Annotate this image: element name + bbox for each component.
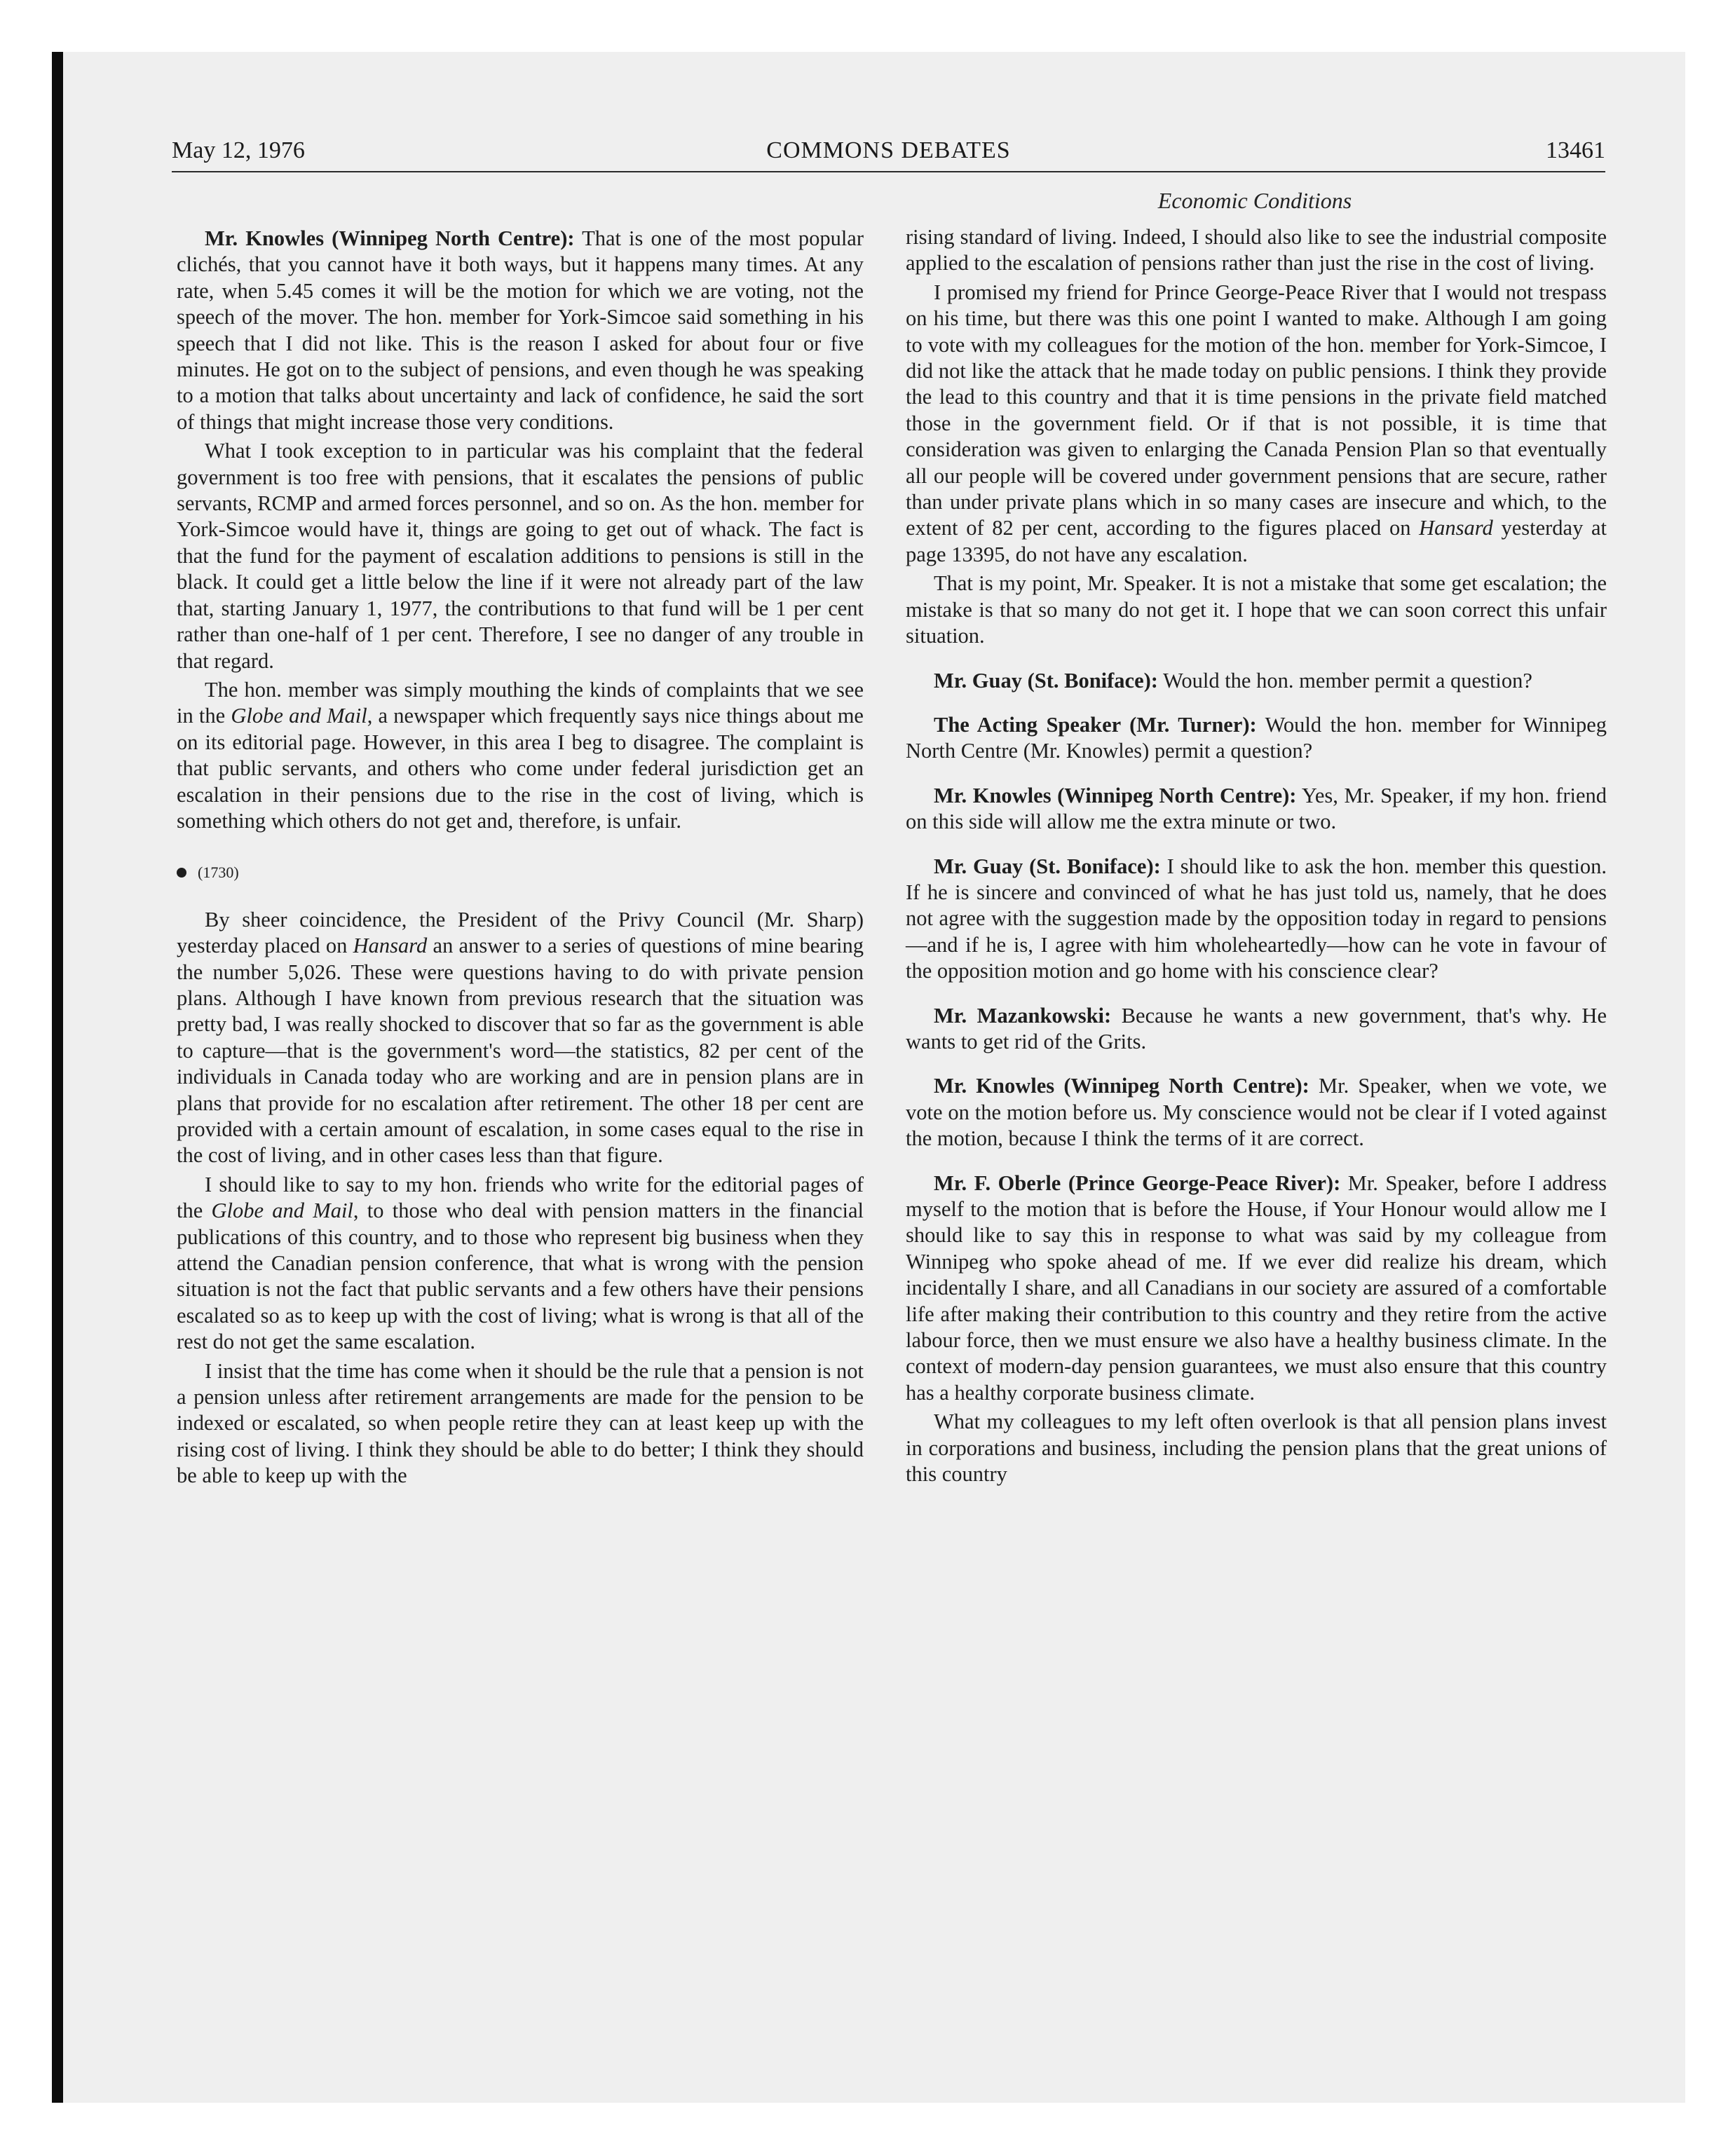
paragraph: What I took exception to in particular was his complaint that the federal government is too free with pensions, that it escalates the pensions of public servants, RCMP and armed forces personnel, and so on. As the hon. member for York-Simcoe would have it, things are going to get out of whack. The fact is that the fund for the payment of escalation additions to pensions is still in the black. It could get a little below the line if it were not already part of the law that, starting January 1, 1977, the contributions to that fund will be 1 per cent rather than one-half of 1 per cent. Therefore, I see no danger of any trouble in that regard. (177, 439, 864, 673)
paragraph (177, 907, 864, 1169)
paragraph: I insist that the time has come when it should be the rule that a pension is not a pension unless after retirement arrangements are made for the pension to be indexed or escalated, so when people retire they can at least keep up with the rising cost of living. I think they should be able to do better; I think they should be able to keep up with the (177, 1358, 864, 1488)
speech-text: Mr. Speaker, when we vote, we vote on the motion before us. My conscience would not be clear if I voted against the motion, because I think the terms of it are correct. (906, 1074, 1607, 1151)
right-column (906, 224, 1607, 1487)
paragraph (177, 1172, 864, 1356)
text-run: By sheer coincidence, the President of the Privy Council (Mr. Sharp) yesterday placed on (177, 907, 864, 958)
time-marker (177, 859, 864, 885)
speaker-name: Mr. F. Oberle (Prince George-Peace River): (934, 1171, 1341, 1195)
subject-heading: Economic Conditions (1157, 188, 1352, 213)
speech-text: Would the hon. member for Winnipeg North Centre (Mr. Knowles) permit a question? (906, 712, 1607, 763)
paragraph (906, 1171, 1607, 1407)
speech-text: Because he wants a new government, that's why. He wants to get rid of the Grits. (906, 1003, 1607, 1053)
text-run: I promised my friend for Prince George-Peace River that I would not trespass on his time, but there was this one point I wanted to make. Although I am going to vote with my colleagues for the motion of the hon. member for York-Simcoe, I did not like the attack that he made today on public pensions. I think they provide the lead to this country and that it is time pensions in the private field matched those in the government field. Or if that is not possible, it is time that consideration was given to enlarging the Canada Pension Plan so that eventually all our people will be covered under government pensions that are secure, rather than under private plans which in so many cases are insecure and which, to the extent of 82 per cent, according to the figures placed on (906, 280, 1607, 540)
speaker-name: The Acting Speaker (Mr. Turner): (934, 712, 1257, 737)
paragraph (177, 226, 864, 435)
header-title: COMMONS DEBATES (766, 137, 1011, 163)
italic-text: Globe and Mail (211, 1199, 353, 1223)
speech-text: Mr. Speaker, before I address myself to the motion that is before the House, if Your Honour would allow me I should like to say this in response to what was said by my colleague from Winnipeg who spoke ahead of me. If we ever did realize his dream, which incidentally I share, and all Canadians in our society are assured of a comfortable life after making their contribution to this country and they retire from the active labour force, then we must ensure we also have a healthy business climate. In the context of modern-day pension guarantees, we must also ensure that this country has a healthy corporate business climate. (906, 1171, 1607, 1405)
speaker-name: Mr. Knowles (Winnipeg North Centre): (934, 783, 1297, 807)
italic-text: Globe and Mail (231, 704, 367, 728)
text-run: yesterday at page 13395, do not have any escalation. (906, 516, 1607, 566)
paragraph (906, 1003, 1607, 1056)
text-run: an answer to a series of questions of mine bearing the number 5,026. These were questions having to do with private pension plans. Although I have known from previous research that the situation was pretty bad, I was really shocked to discover that so far as the government is able to capture—that is the government's word—the statistics, 82 per cent of the individuals in Canada today who are working and are in pension plans are in plans that provide for no escalation after retirement. The other 18 per cent are provided with a certain amount of escalation, in some cases equal to the rise in the cost of living, and in other cases less than that figure. (177, 934, 864, 1168)
paragraph: That is my point, Mr. Speaker. It is not a mistake that some get escalation; the mistake is that so many do not get it. I hope that we can soon correct this unfair situation. (906, 571, 1607, 648)
scan-edge-bar (52, 52, 63, 2103)
paragraph (177, 677, 864, 834)
paragraph (906, 712, 1607, 765)
speaker-name: Mr. Mazankowski: (934, 1003, 1112, 1028)
speech-text: Yes, Mr. Speaker, if my hon. friend on this side will allow me the extra minute or two. (906, 783, 1607, 834)
text-run: I should like to say to my hon. friends who write for the editorial pages of the (177, 1172, 864, 1223)
text-run: , to those who deal with pension matters in the financial publications of this country, and to those who represent big business when they attend the Canadian pension conference, that what is wrong with the pension situation is not the fact that public servants and a few others have their pensions escalated so as to keep up with the cost of living; what is wrong is that all of the rest do not get the same escalation. (177, 1199, 864, 1354)
left-column (177, 226, 864, 1489)
header-date: May 12, 1976 (172, 137, 305, 163)
speech-text: Would the hon. member permit a question? (1157, 668, 1532, 692)
text-run: , a newspaper which frequently says nice things about me on its editorial page. However, in this area I beg to disagree. The complaint is that public servants, and others who come under federal jurisdiction get an escalation in their pensions due to the rise in the cost of living, which is something which others do not get and, therefore, is unfair. (177, 704, 864, 833)
italic-text: Hansard (1419, 516, 1493, 540)
speech-text: I should like to ask the hon. member this question. If he is sincere and convinced of what he has just told us, namely, that he does not agree with the suggestion made by the opposition today in regard to pensions—and if he is, I agree with him wholeheartedly—how can he vote in favour of the opposition motion and go home with his conscience clear? (906, 854, 1607, 983)
paragraph (906, 783, 1607, 835)
header-page-number: 13461 (1546, 137, 1605, 163)
italic-text: Hansard (353, 934, 428, 958)
paragraph: What my colleagues to my left often overlook is that all pension plans invest in corporations and business, including the pension plans that the great unions of this country (906, 1410, 1607, 1487)
paragraph (906, 668, 1607, 694)
paragraph (906, 280, 1607, 568)
paragraph (906, 854, 1607, 985)
speaker-name: Mr. Knowles (Winnipeg North Centre): (934, 1074, 1309, 1098)
page-header (172, 137, 1605, 172)
speech-text: That is one of the most popular clichés, that you cannot have it both ways, but it happens many times. At any rate, when 5.45 comes it will be the motion for which we are voting, not the speech of the mover. The hon. member for York-Simcoe said something in his speech that I did not like. This is the reason I asked for about four or five minutes. He got on to the subject of pensions, and even though he was speaking to a motion that talks about uncertainty and lack of confidence, he said the sort of things that might increase those very conditions. (177, 226, 864, 434)
text-run: The hon. member was simply mouthing the kinds of complaints that we see in the (177, 677, 864, 728)
paragraph: rising standard of living. Indeed, I should also like to see the industrial composite applied to the escalation of pensions rather than just the rise in the cost of living. (906, 225, 1607, 275)
speaker-name: Mr. Guay (St. Boniface): (934, 668, 1158, 692)
paragraph (906, 1073, 1607, 1152)
time-marker-label: (1730) (198, 864, 239, 882)
bullet-icon (177, 868, 186, 878)
speaker-name: Mr. Knowles (Winnipeg North Centre): (205, 226, 575, 250)
speaker-name: Mr. Guay (St. Boniface): (934, 854, 1161, 878)
